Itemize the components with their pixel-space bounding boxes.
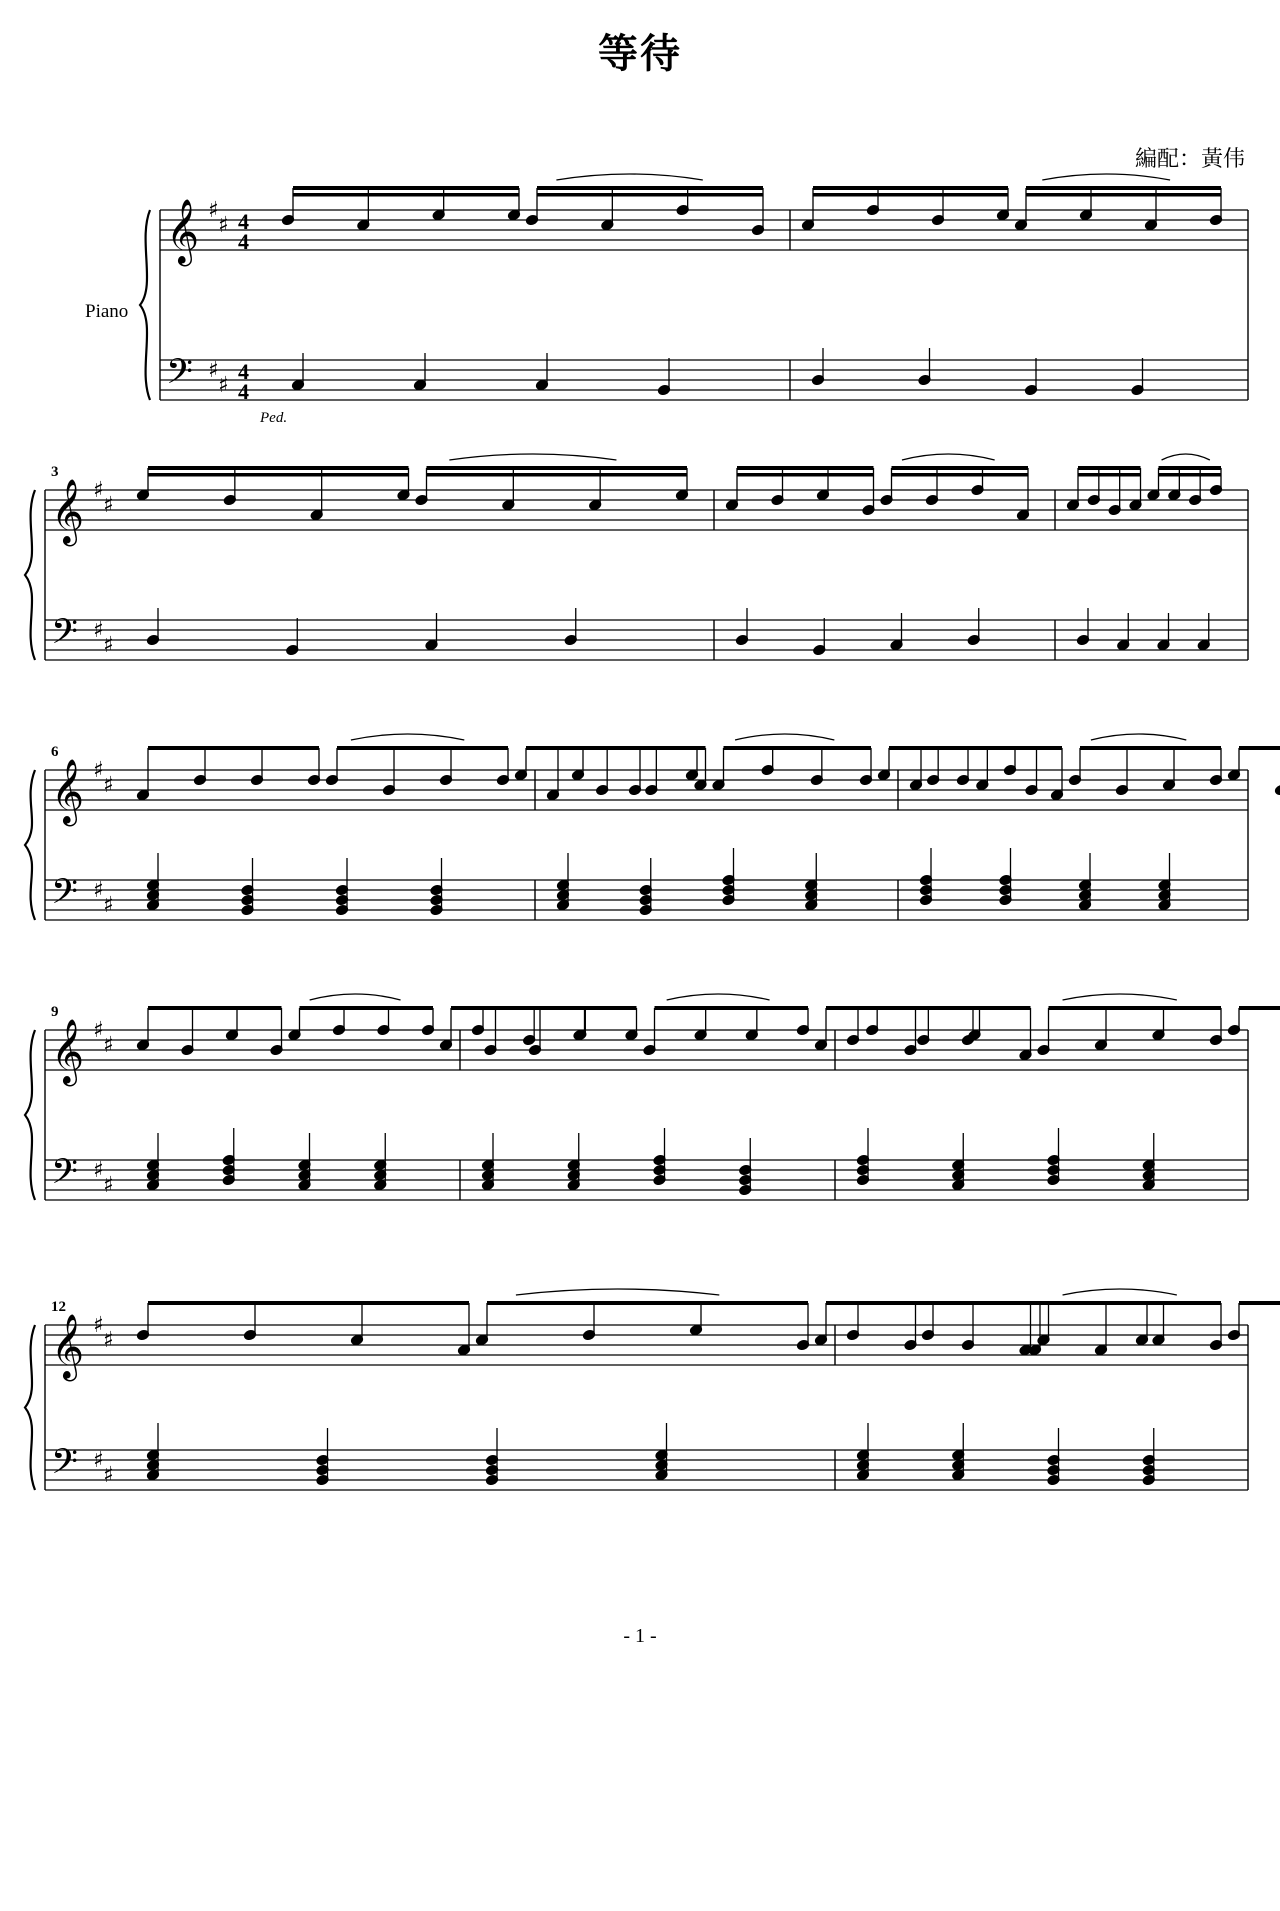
bass-clef-icon: 𝄢	[51, 871, 79, 920]
arranger-credit: 編配：黃伟	[1134, 147, 1245, 172]
brace	[25, 1325, 35, 1490]
tie	[1063, 994, 1177, 1000]
sharp-icon: ♯	[103, 1173, 114, 1198]
page-number: - 1 -	[623, 1625, 657, 1647]
bass-staff	[45, 620, 1248, 660]
beam	[813, 186, 1008, 190]
sharp-icon: ♯	[93, 1448, 104, 1473]
beam	[737, 466, 874, 470]
time-signature-top: 4	[238, 209, 249, 234]
beam	[148, 746, 319, 750]
sharp-icon: ♯	[103, 773, 114, 798]
note-head	[1274, 784, 1280, 796]
sharp-icon: ♯	[208, 198, 219, 223]
tie	[902, 454, 995, 460]
brace	[25, 1030, 35, 1200]
measure-number: 3	[51, 464, 59, 480]
beam	[293, 193, 519, 197]
time-signature-top: 4	[238, 359, 249, 384]
beam	[537, 186, 763, 190]
beam	[148, 1006, 282, 1010]
bass-clef-icon: 𝄢	[51, 1151, 79, 1200]
tie	[310, 994, 401, 1000]
beam	[892, 473, 1029, 477]
tie	[735, 734, 834, 740]
sharp-icon: ♯	[93, 618, 104, 643]
beam	[892, 466, 1029, 470]
beam	[1080, 746, 1221, 750]
sharp-icon: ♯	[93, 1018, 104, 1043]
beam	[1026, 186, 1221, 190]
score-title: 等待	[598, 31, 682, 77]
tie	[556, 174, 702, 180]
sharp-icon: ♯	[218, 373, 229, 398]
measure-number: 12	[51, 1299, 66, 1315]
brace	[25, 490, 35, 660]
sharp-icon: ♯	[208, 358, 219, 383]
treble-clef-icon: 𝄞	[51, 479, 85, 544]
sharp-icon: ♯	[93, 758, 104, 783]
beam	[148, 1301, 469, 1305]
measure-number: 6	[51, 744, 59, 760]
beam	[1239, 1006, 1280, 1010]
beam	[724, 746, 872, 750]
treble-staff	[45, 1325, 1248, 1365]
bass-clef-icon: 𝄢	[51, 611, 79, 660]
treble-staff	[45, 490, 1248, 530]
system-3	[25, 734, 1280, 920]
system-4	[25, 994, 1280, 1200]
sharp-icon: ♯	[93, 1158, 104, 1183]
beam	[483, 1006, 637, 1010]
sharp-icon: ♯	[103, 1033, 114, 1058]
tie	[1091, 734, 1186, 740]
beam	[1159, 473, 1222, 477]
beam	[921, 746, 1062, 750]
instrument-label: Piano	[85, 301, 129, 322]
beam	[487, 1301, 808, 1305]
beam	[427, 466, 688, 470]
beam	[337, 746, 508, 750]
beam	[1078, 473, 1141, 477]
sharp-icon: ♯	[93, 878, 104, 903]
sharp-icon: ♯	[93, 1313, 104, 1338]
system-1	[85, 174, 1248, 426]
bass-clef-icon: 𝄢	[51, 1441, 79, 1490]
beam	[1078, 466, 1141, 470]
beam	[558, 746, 706, 750]
beam	[293, 186, 519, 190]
bass-staff	[45, 1450, 1248, 1490]
beam	[737, 473, 874, 477]
beam	[148, 473, 409, 477]
bass-clef-icon: 𝄢	[166, 351, 194, 400]
system-5	[25, 1289, 1280, 1490]
sharp-icon: ♯	[103, 1463, 114, 1488]
treble-clef-icon: 𝄞	[51, 1019, 85, 1084]
measure-number: 9	[51, 1004, 59, 1020]
beam	[813, 193, 1008, 197]
tie	[449, 454, 616, 460]
sharp-icon: ♯	[103, 633, 114, 658]
tie	[1162, 454, 1210, 460]
beam	[858, 1301, 1031, 1305]
brace	[25, 770, 35, 920]
beam	[1159, 466, 1222, 470]
treble-clef-icon: 𝄞	[166, 199, 200, 264]
beam	[1239, 746, 1280, 750]
beam	[148, 466, 409, 470]
tie	[351, 734, 464, 740]
beam	[655, 1006, 809, 1010]
tie	[667, 994, 770, 1000]
brace	[140, 210, 150, 400]
system-2	[25, 454, 1248, 660]
beam	[858, 1006, 1031, 1010]
sharp-icon: ♯	[103, 893, 114, 918]
beam	[1049, 1301, 1222, 1305]
bass-staff	[160, 360, 1248, 400]
sharp-icon: ♯	[103, 1328, 114, 1353]
tie	[1063, 1289, 1177, 1295]
time-signature-bottom: 4	[238, 379, 249, 404]
beam	[427, 473, 688, 477]
tie	[1042, 174, 1170, 180]
pedal-mark: Ped.	[260, 410, 288, 426]
sharp-icon: ♯	[103, 493, 114, 518]
beam	[537, 193, 763, 197]
treble-clef-icon: 𝄞	[51, 1314, 85, 1379]
beam	[1049, 1006, 1222, 1010]
beam	[300, 1006, 434, 1010]
sharp-icon: ♯	[218, 213, 229, 238]
sharp-icon: ♯	[93, 478, 104, 503]
beam	[1026, 193, 1221, 197]
treble-clef-icon: 𝄞	[51, 759, 85, 824]
tie	[516, 1289, 719, 1295]
time-signature-bottom: 4	[238, 229, 249, 254]
beam	[1239, 1301, 1280, 1305]
